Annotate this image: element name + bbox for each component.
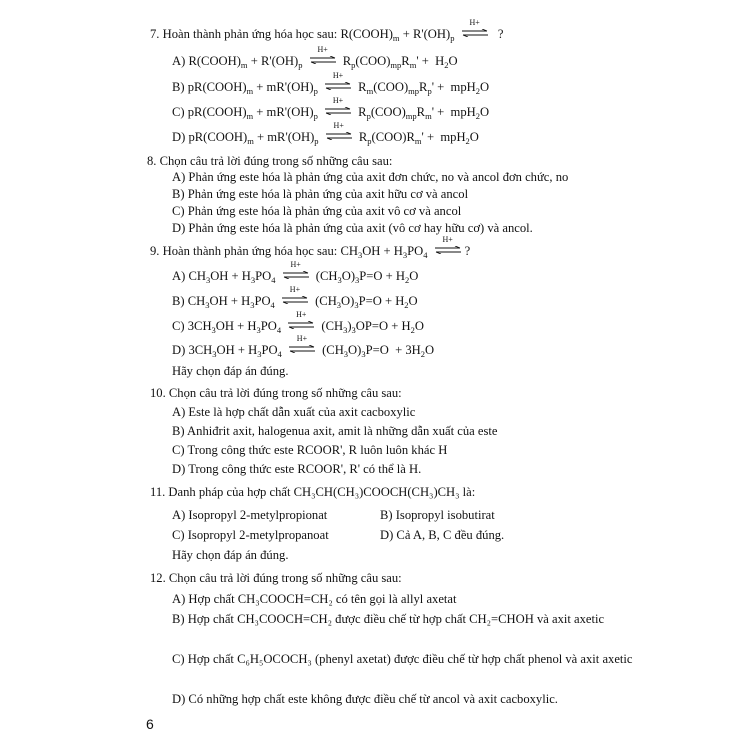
equilibrium-arrow-icon: H+	[282, 268, 310, 282]
q12-option-c: C) Hợp chất C₆H₅OCOCH₃ (phenyl axetat) được điều chế từ hợp chất phenol và axit axetic	[172, 652, 633, 666]
q10-stem: 10. Chọn câu trả lời đúng trong số những câu sau:	[150, 386, 402, 400]
q9-stem-text: 9. Hoàn thành phản ứng hóa học sau:	[150, 244, 338, 258]
q11-option-c: C) Isopropyl 2-metylpropanoat	[172, 528, 329, 542]
q9-stem: 9. Hoàn thành phản ứng hóa học sau: $CH_3OH + H_3PO_4$ H+ ?	[150, 235, 471, 260]
q8-option-b: B) Phản ứng este hóa là phản ứng của axit hữu cơ và ancol	[172, 187, 469, 201]
q7-option-d: D) $pR(COOH)_m + mR'(OH)_p$ H+ $R_p(COO)R_m' + mpH_2O$	[172, 121, 479, 146]
equilibrium-arrow-icon: H+	[325, 129, 353, 143]
q7-stem: 7. Hoàn thành phản ứng hóa học sau: $R(COOH)_m + R'(OH)_p$ H+ ?	[150, 18, 504, 43]
equilibrium-arrow-icon: H+	[309, 53, 337, 67]
q12-option-b: B) Hợp chất CH₃COOCH=CH₂ được điều chế từ hợp chất CH₂=CHOH và axit axetic	[172, 612, 605, 626]
equilibrium-arrow-icon: H+	[288, 342, 316, 356]
equilibrium-arrow-icon: H+	[461, 26, 489, 40]
q12-option-a: A) Hợp chất CH₃COOCH=CH₂ có tên gọi là allyl axetat	[172, 592, 457, 606]
q8-option-c: C) Phản ứng este hóa là phản ứng của axit vô cơ và ancol	[172, 204, 462, 218]
q12-stem: 12. Chọn câu trả lời đúng trong số những câu sau:	[150, 571, 402, 585]
q11-choose: Hãy chọn đáp án đúng.	[172, 548, 289, 562]
q11-option-d: D) Cả A, B, C đều đúng.	[380, 528, 505, 542]
q8-option-d: D) Phản ứng este hóa là phản ứng của axit (vô cơ hay hữu cơ) và ancol.	[172, 221, 533, 235]
q9-option-c: C) $3CH_3OH + H_3PO_4$ H+ $(CH_3)_3OP=O + H_2O$	[172, 310, 424, 335]
q7-option-b: B) $pR(COOH)_m + mR'(OH)_p$ H+ $R_m(COO)_{mp}R_p' + mpH_2O$	[172, 71, 490, 96]
q7-stem-text: 7. Hoàn thành phản ứng hóa học sau:	[150, 27, 338, 41]
q9-option-d: D) $3CH_3OH + H_3PO_4$ H+ $(CH_3O)_3P=O + 3H_2O$	[172, 334, 435, 359]
q9-choose: Hãy chọn đáp án đúng.	[172, 364, 289, 378]
q11-option-a: A) Isopropyl 2-metylpropionat	[172, 508, 328, 522]
q11-option-b: B) Isopropyl isobutirat	[380, 508, 495, 522]
q7-option-a: A) $R(COOH)_m + R'(OH)_p$ H+ $R_p(COO)_{mp}R_m' + H_2O$	[172, 45, 458, 70]
q10-option-d: D) Trong công thức este RCOOR', R' có thể là H.	[172, 462, 422, 476]
page-number: 6	[146, 716, 154, 732]
q7-option-c: C) $pR(COOH)_m + mR'(OH)_p$ H+ $R_p(COO)_{mp}R_m' + mpH_2O$	[172, 96, 490, 121]
equilibrium-arrow-icon: H+	[324, 104, 352, 118]
q10-option-c: C) Trong công thức este RCOOR', R luôn luôn khác H	[172, 443, 448, 457]
q10-option-a: A) Este là hợp chất dẫn xuất của axit cacboxylic	[172, 405, 416, 419]
q9-option-a: A) $CH_3OH + H_3PO_4$ H+ $(CH_3O)_3P=O + H_2O$	[172, 260, 419, 285]
q9-option-b: B) $CH_3OH + H_3PO_4$ H+ $(CH_3O)_3P=O + H_2O$	[172, 285, 418, 310]
equilibrium-arrow-icon: H+	[434, 243, 462, 257]
equilibrium-arrow-icon: H+	[287, 318, 315, 332]
q10-option-b: B) Anhiđrit axit, halogenua axit, amit là những dẫn xuất của este	[172, 424, 498, 438]
q8-stem: 8. Chọn câu trả lời đúng trong số những câu sau:	[147, 154, 393, 168]
q12-option-d: D) Có những hợp chất este không được điều chế từ ancol và axit cacboxylic.	[172, 692, 558, 706]
equilibrium-arrow-icon: H+	[281, 293, 309, 307]
q11-stem: 11. Danh pháp của hợp chất CH₃CH(CH₃)COOCH(CH₃)CH₃ là:	[150, 485, 476, 499]
q8-option-a: A) Phản ứng este hóa là phản ứng của axit đơn chức, no và ancol đơn chức, no	[172, 170, 569, 184]
equilibrium-arrow-icon: H+	[324, 79, 352, 93]
